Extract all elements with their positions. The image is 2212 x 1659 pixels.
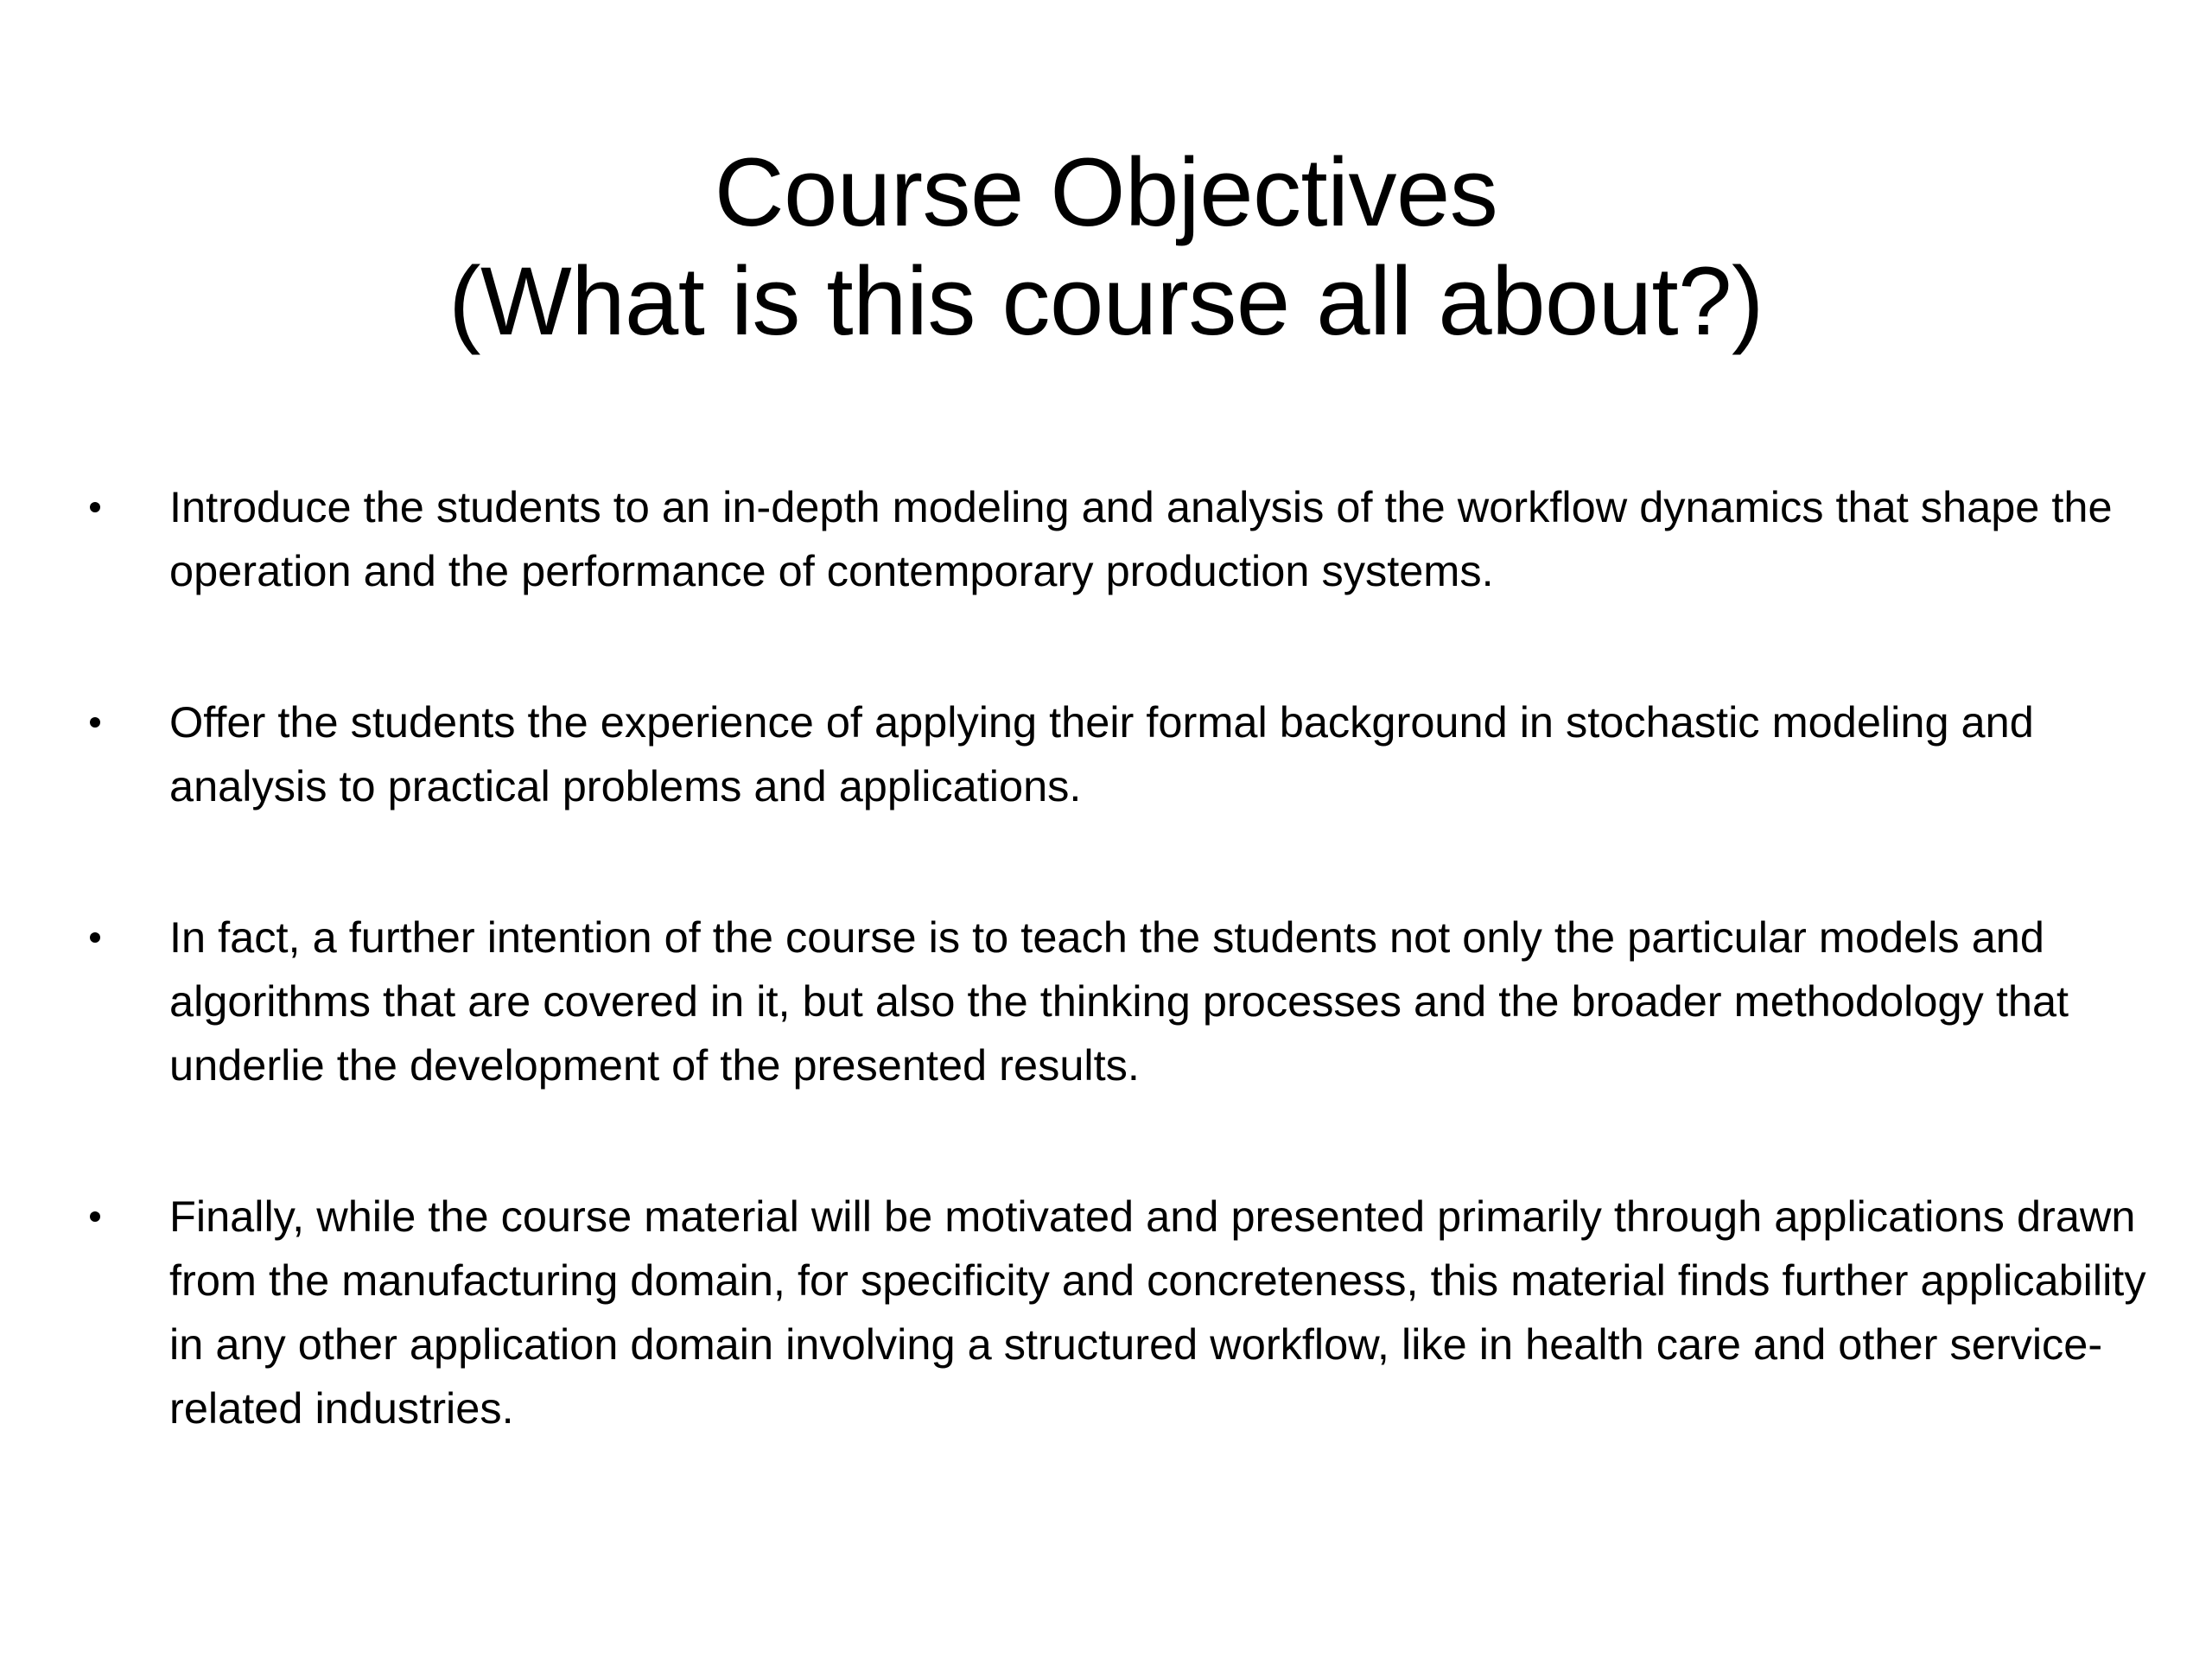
bullet-item [0, 906, 2212, 1097]
bullet-dot-icon [86, 475, 104, 539]
bullet-item [0, 690, 2212, 818]
slide-title [0, 138, 2212, 356]
slide-title-line-1: Course Objectives [714, 138, 1498, 246]
bullet-text: In fact, a further intention of the course is to teach the students not only the particular models and algorithms that are covered in it, but also the thinking processes and the broader methodology that underlie the development of the presented results. [169, 912, 2069, 1090]
slide-title-line-2: (What is this course all about?) [448, 247, 1764, 355]
bullet-dot-icon [86, 690, 104, 754]
bullet-text: Introduce the students to an in-depth modeling and analysis of the workflow dynamics that shape the operation and the performance of contemporary production systems. [169, 482, 2113, 595]
bullet-text: Offer the students the experience of applying their formal background in stochastic modeling and analysis to practical problems and applications. [169, 697, 2034, 810]
bullet-list [0, 475, 2212, 1440]
bullet-dot-icon [86, 1185, 104, 1249]
bullet-item [0, 475, 2212, 603]
bullet-text: Finally, while the course material will be motivated and presented primarily through applications drawn from the manufacturing domain, for specificity and concreteness, this material finds further applicability in any other application domain involving a structured workflow, like in health care and other service-related industries. [169, 1192, 2146, 1433]
bullet-dot-icon [86, 906, 104, 969]
bullet-item [0, 1185, 2212, 1440]
